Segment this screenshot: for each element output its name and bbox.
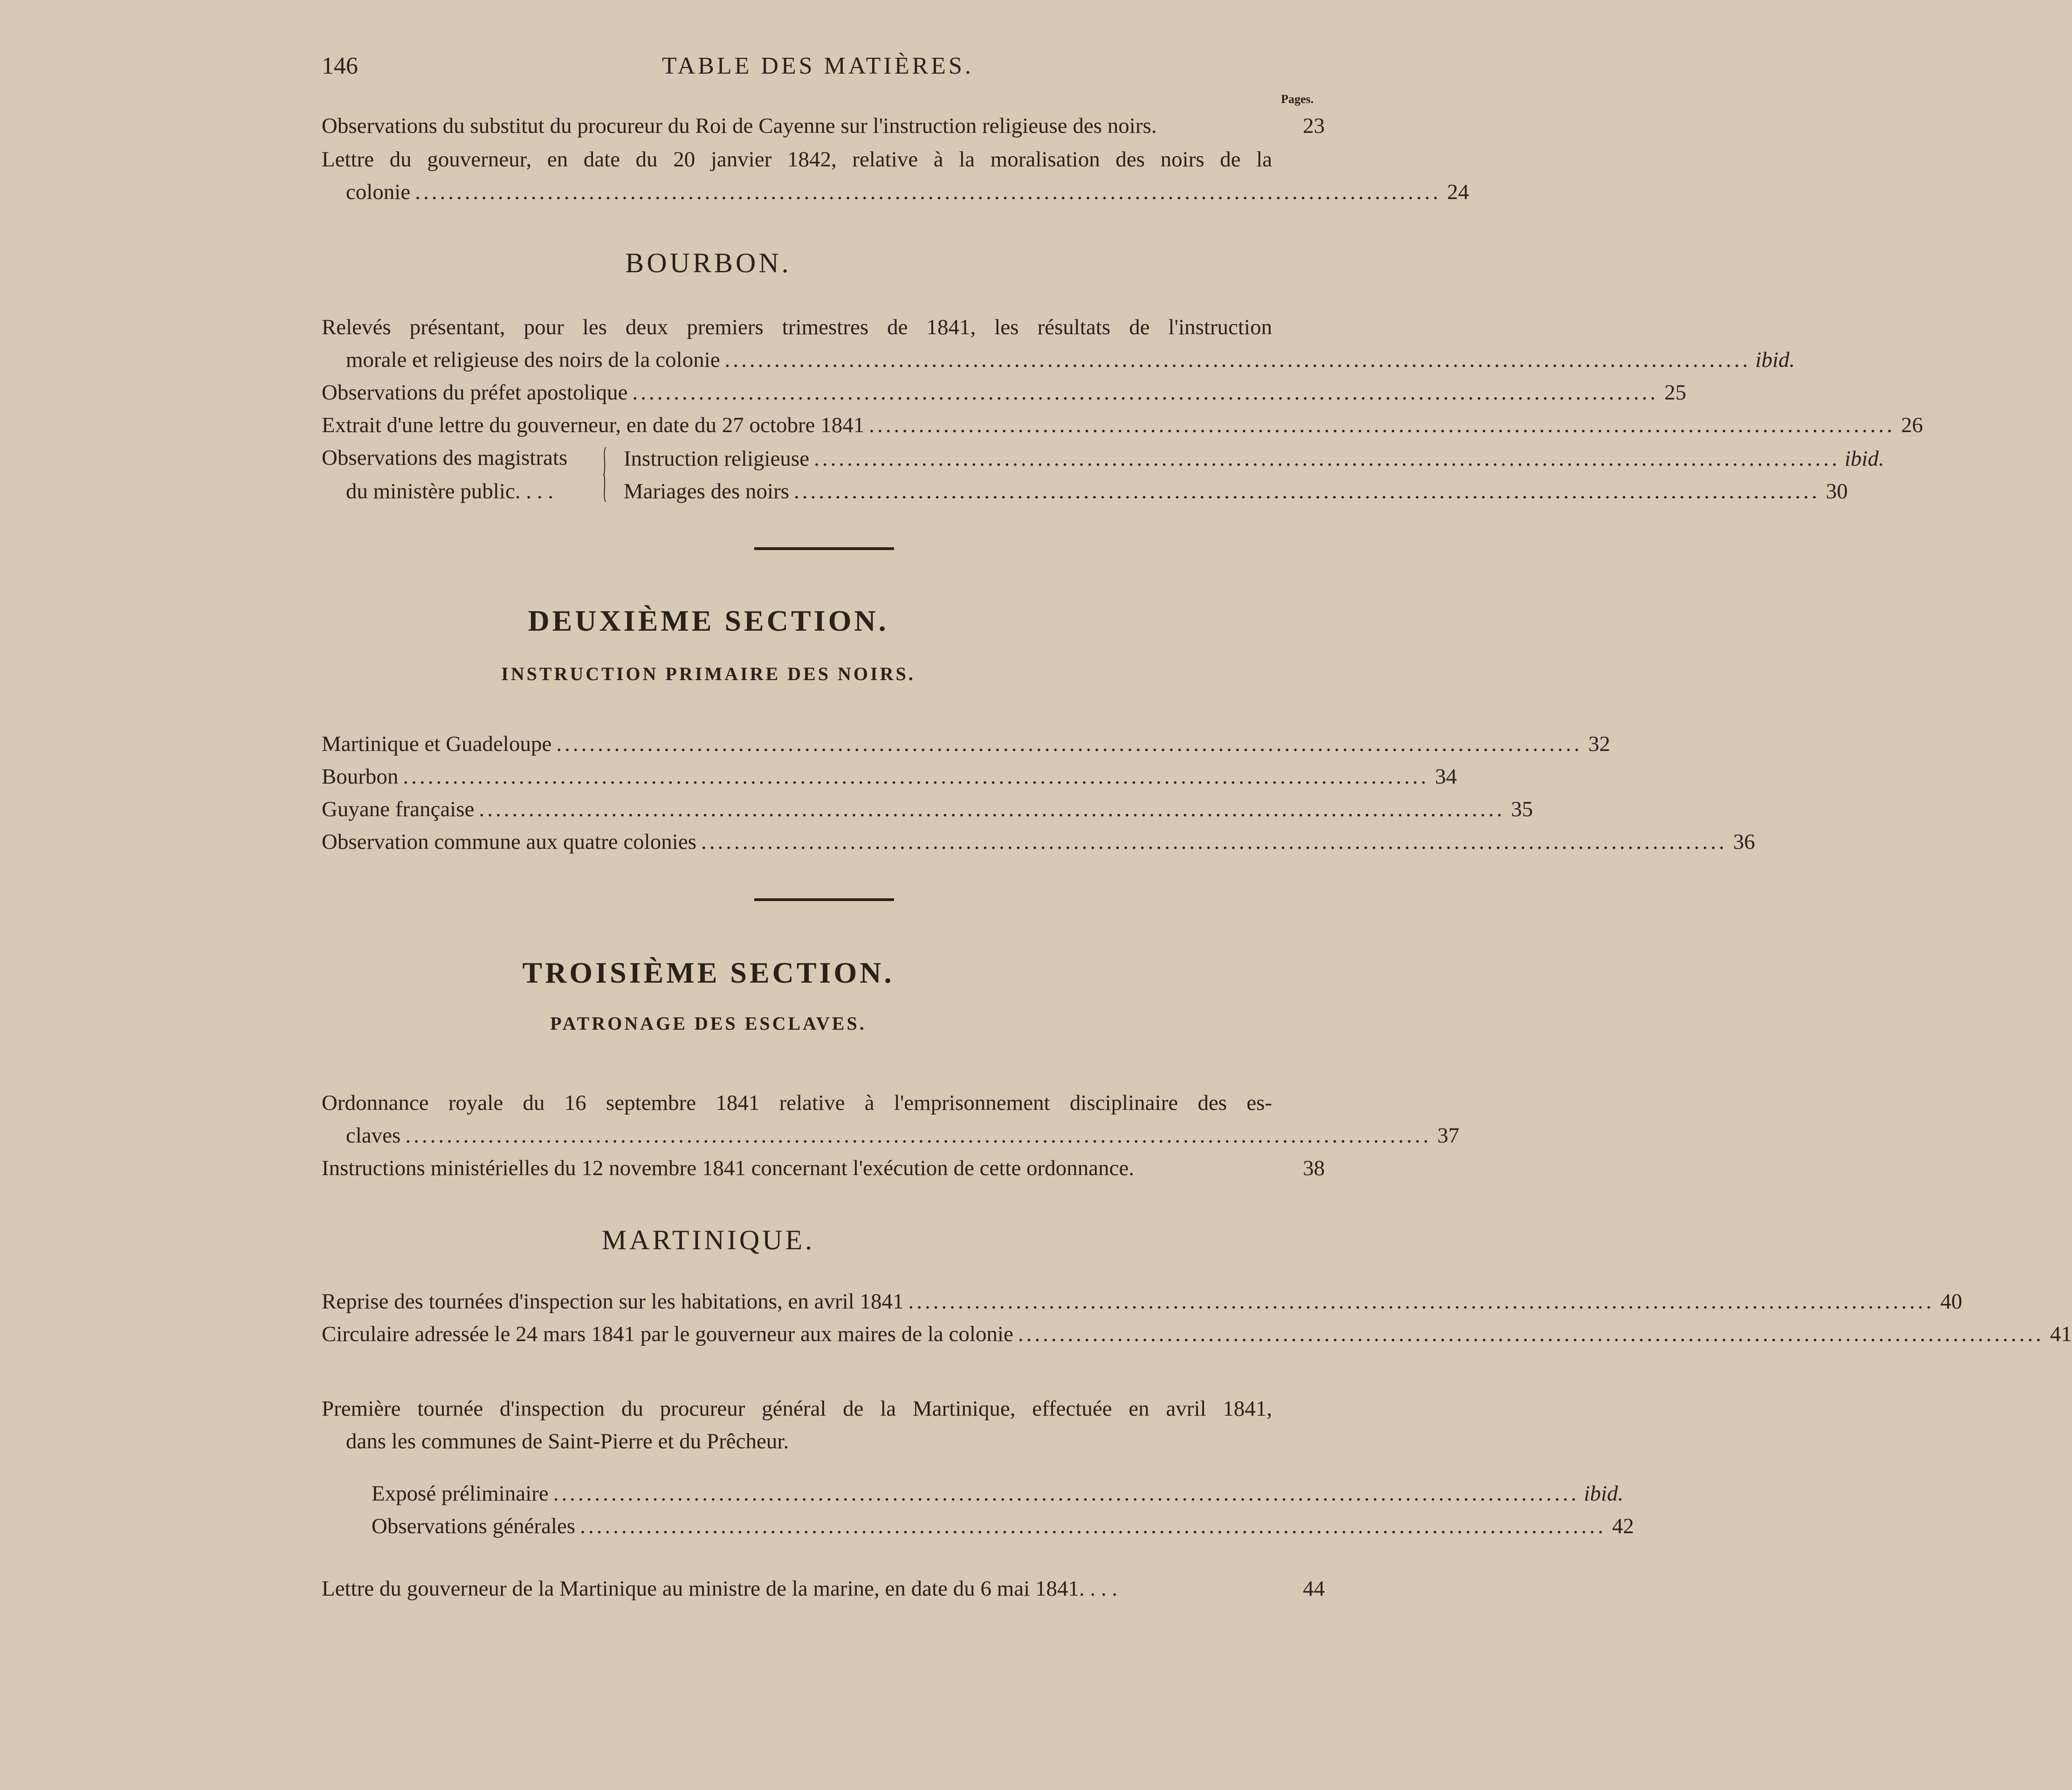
toc-entry — [322, 378, 1687, 407]
toc-entry-page: 36 — [1733, 830, 1755, 854]
toc-entry-page: 40 — [1940, 1289, 1962, 1314]
toc-entry-line2 — [346, 1426, 1325, 1456]
toc-entry-page: 37 — [1437, 1123, 1459, 1148]
toc-entry — [322, 1574, 1325, 1604]
toc-entry-text: Observation commune aux quatre colonies — [322, 830, 696, 854]
toc-entry-page: 41 — [2050, 1322, 2072, 1346]
leader-dots: ............................................................................................................................ — [869, 413, 1895, 437]
toc-entry-text: Première tournée d'inspection du procureur général de la Martinique, effectuée en avril 1841, — [322, 1397, 1272, 1421]
toc-entry-text: dans les communes de Saint-Pierre et du Prêcheur. — [346, 1429, 789, 1453]
running-title: TABLE DES MATIÈRES. — [662, 53, 974, 79]
leader-dots: ............................................................................................................................ — [814, 447, 1840, 471]
toc-entry-text: colonie — [346, 180, 411, 204]
page-number: 146 — [322, 53, 358, 79]
toc-entry-text: Relevés présentant, pour les deux premiers trimestres de 1841, les résultats de l'instruction — [322, 315, 1272, 339]
toc-entry-page: 26 — [1901, 413, 1923, 437]
magistrats-label — [322, 441, 567, 508]
toc-entry — [322, 794, 1533, 824]
toc-entry-page: ibid. — [1845, 447, 1884, 471]
toc-entry-page: 25 — [1664, 380, 1687, 405]
section-heading-deuxieme: DEUXIÈME SECTION. — [528, 604, 889, 637]
toc-entry-text: Guyane française — [322, 797, 475, 821]
toc-entry-page: ibid. — [1755, 348, 1795, 372]
brace-icon — [603, 447, 607, 503]
toc-entry-page: 23 — [1303, 114, 1325, 138]
section-subheading: PATRONAGE DES ESCLAVES. — [550, 1013, 867, 1034]
toc-entry-page: ibid. — [1583, 1481, 1624, 1506]
leader-dots: ............................................................................................................................ — [415, 180, 1441, 204]
toc-entry-text: Extrait d'une lettre du gouverneur, en date du 27 octobre 1841 — [322, 413, 865, 437]
leader-dots: ............................................................................................................................ — [556, 732, 1583, 756]
toc-entry-page: 34 — [1435, 764, 1457, 789]
toc-entry — [346, 345, 1795, 375]
toc-entry-text: Instructions ministérielles du 12 novembre 1841 concernant l'exécution de cette ordonnance. — [322, 1156, 1134, 1180]
toc-entry — [322, 729, 1611, 759]
toc-entry — [322, 111, 1325, 141]
toc-entry — [322, 1319, 2072, 1349]
toc-entry — [372, 1479, 1624, 1508]
toc-entry-text: Observations du préfet apostolique — [322, 380, 628, 405]
toc-entry — [346, 177, 1469, 207]
toc-entry-text: Ordonnance royale du 16 septembre 1841 relative à l'emprisonnement disciplinaire des es- — [322, 1091, 1272, 1115]
toc-entry-text: morale et religieuse des noirs de la colonie — [346, 348, 720, 372]
toc-entry — [322, 410, 1923, 440]
toc-entry-text: Observations du substitut du procureur du Roi de Cayenne sur l'instruction religieuse des noirs. — [322, 114, 1157, 138]
toc-entry-text: Exposé préliminaire — [372, 1481, 549, 1506]
toc-entry — [372, 1511, 1634, 1541]
toc-entry-page: 42 — [1612, 1514, 1634, 1538]
toc-entry-line1 — [322, 1394, 1272, 1424]
toc-entry — [346, 1121, 1459, 1150]
toc-entry-text: Lettre du gouverneur, en date du 20 janvier 1842, relative à la moralisation des noirs de la — [322, 147, 1272, 172]
leader-dots: ............................................................................................................................ — [479, 797, 1505, 821]
toc-entry — [322, 827, 1755, 857]
toc-entry — [322, 1287, 1962, 1316]
section-heading-bourbon: BOURBON. — [625, 248, 792, 278]
toc-entry-line1 — [322, 1088, 1272, 1118]
leader-dots: ............................................................................................................................ — [580, 1514, 1606, 1538]
leader-dots: ............................................................................................................................ — [403, 764, 1429, 789]
leader-dots: ............................................................................................................................ — [724, 348, 1751, 372]
magistrats-line1: Observations des magistrats — [322, 446, 568, 470]
toc-entry-text: Observations générales — [372, 1514, 576, 1538]
toc-entry-text: Martinique et Guadeloupe — [322, 732, 552, 756]
toc-entry-page: 35 — [1511, 797, 1533, 821]
toc-entry — [322, 1153, 1325, 1183]
toc-entry-page: 32 — [1588, 732, 1611, 756]
section-heading-troisieme: TROISIÈME SECTION. — [522, 956, 895, 989]
pages-column-label: Pages. — [1281, 92, 1314, 106]
toc-entry-line1 — [322, 312, 1272, 342]
leader-dots: ............................................................................................................................ — [794, 479, 1820, 503]
toc-entry-text: Mariages des noirs — [624, 479, 790, 503]
leader-dots: ............................................................................................................................ — [405, 1123, 1432, 1148]
toc-entry-page: 24 — [1447, 180, 1469, 204]
section-subheading: INSTRUCTION PRIMAIRE DES NOIRS. — [501, 663, 916, 684]
toc-entry-text: Circulaire adressée le 24 mars 1841 par le gouverneur aux maires de la colonie — [322, 1322, 1013, 1346]
leader-dots: ............................................................................................................................ — [701, 830, 1727, 854]
toc-entry-page: 38 — [1303, 1156, 1325, 1180]
toc-entry-text: Reprise des tournées d'inspection sur les habitations, en avril 1841 — [322, 1289, 904, 1314]
leader-dots: ............................................................................................................................ — [908, 1289, 1934, 1314]
toc-entry-page: 44 — [1303, 1577, 1325, 1601]
toc-entry — [322, 762, 1457, 792]
section-divider — [754, 547, 894, 550]
toc-entry-page: 30 — [1826, 479, 1848, 503]
leader-dots: ............................................................................................................................ — [553, 1481, 1579, 1506]
toc-entry-text: Lettre du gouverneur de la Martinique au ministre de la marine, en date du 6 mai 1841. . . . — [322, 1577, 1118, 1601]
section-heading-martinique: MARTINIQUE. — [601, 1225, 815, 1255]
toc-entry — [624, 444, 1884, 474]
toc-entry-text: Instruction religieuse — [624, 447, 810, 471]
leader-dots: ............................................................................................................................ — [632, 380, 1659, 405]
toc-entry-text: Bourbon — [322, 764, 399, 789]
leader-dots: ............................................................................................................................ — [1018, 1322, 2044, 1346]
toc-entry — [624, 476, 1848, 506]
toc-entry-line1 — [322, 145, 1272, 174]
magistrats-line2: du ministère public. . . . — [346, 479, 554, 503]
section-divider — [754, 898, 894, 901]
toc-entry-text: claves — [346, 1123, 401, 1148]
